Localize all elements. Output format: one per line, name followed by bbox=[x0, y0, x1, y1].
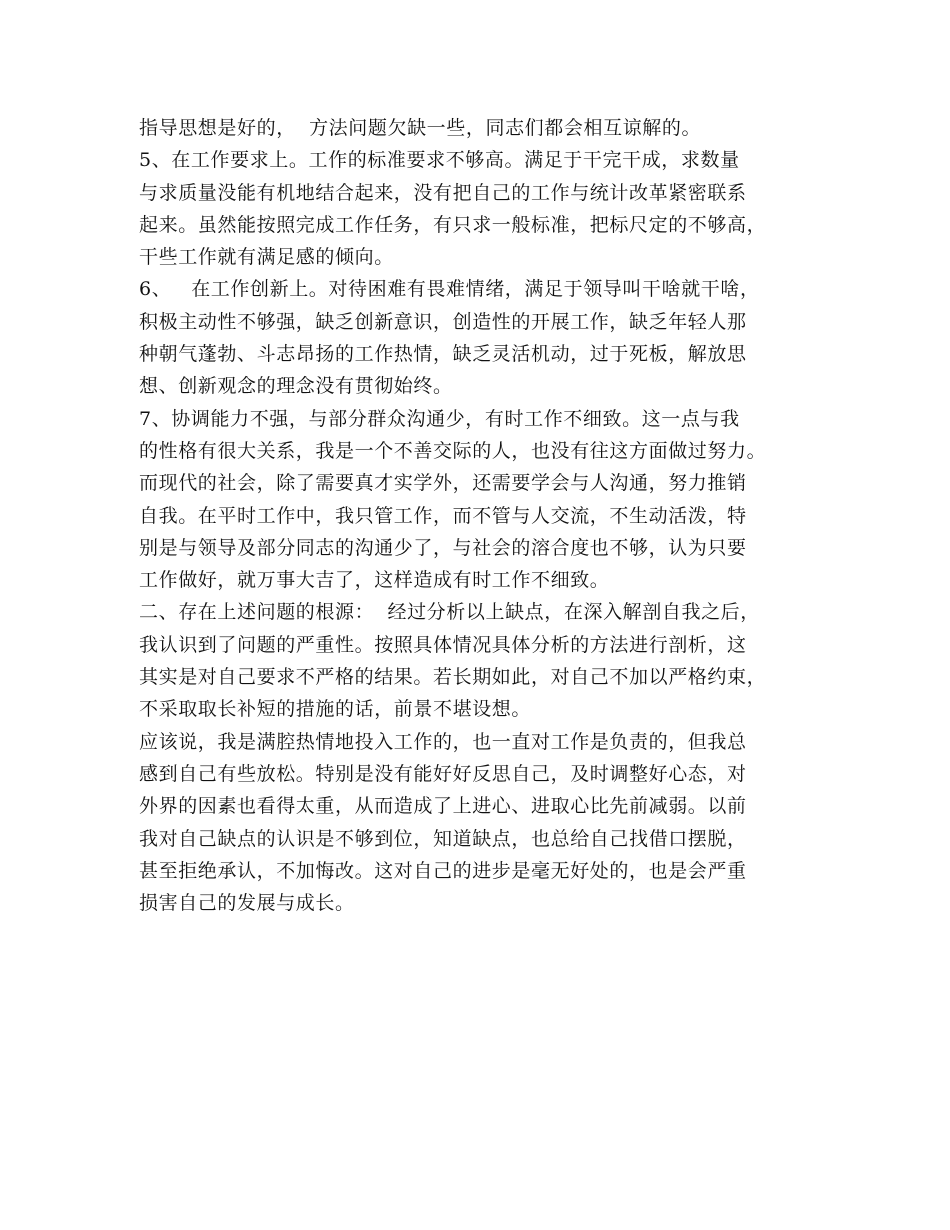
text-line: 起来。虽然能按照完成工作任务，有只求一般标准，把标尺定的不够高， bbox=[139, 213, 767, 236]
text-line: 不采取取长补短的措施的话，前景不堪设想。 bbox=[139, 698, 532, 721]
text-line: 二、存在上述问题的根源： 经过分析以上缺点，在深入解剖自我之后， bbox=[139, 601, 760, 624]
text-line: 积极主动性不够强，缺乏创新意识，创造性的开展工作，缺乏年轻人那 bbox=[139, 310, 747, 333]
text-line: 5、在工作要求上。工作的标准要求不够高。满足于干完干成，求数量 bbox=[139, 149, 740, 172]
text-line: 工作做好，就万事大吉了，这样造成有时工作不细致。 bbox=[139, 569, 610, 592]
text-line: 甚至拒绝承认，不加悔改。这对自己的进步是毫无好处的，也是会严重 bbox=[139, 859, 747, 882]
text-line: 自我。在平时工作中，我只管工作，而不管与人交流，不生动活泼，特 bbox=[139, 504, 747, 527]
text-line: 干些工作就有满足感的倾向。 bbox=[139, 246, 394, 269]
text-line: 而现代的社会，除了需要真才实学外，还需要学会与人沟通，努力推销 bbox=[139, 472, 747, 495]
text-line: 指导思想是好的， 方法问题欠缺一些，同志们都会相互谅解的。 bbox=[139, 117, 702, 139]
text-line: 种朝气蓬勃、斗志昂扬的工作热情，缺乏灵活机动，过于死板，解放思 bbox=[139, 343, 747, 366]
text-line: 我对自己缺点的认识是不够到位，知道缺点，也总给自己找借口摆脱， bbox=[139, 827, 747, 850]
text-line: 想、创新观念的理念没有贯彻始终。 bbox=[139, 375, 453, 398]
text-line: 别是与领导及部分同志的沟通少了，与社会的溶合度也不够，认为只要 bbox=[139, 536, 747, 559]
text-line: 损害自己的发展与成长。 bbox=[139, 892, 355, 915]
text-line: 7、协调能力不强，与部分群众沟通少，有时工作不细致。这一点与我 bbox=[139, 407, 740, 430]
text-line: 外界的因素也看得太重，从而造成了上进心、进取心比先前减弱。以前 bbox=[139, 795, 747, 818]
text-line: 感到自己有些放松。特别是没有能好好反思自己，及时调整好心态，对 bbox=[139, 762, 747, 785]
document-body bbox=[139, 112, 839, 919]
text-line: 6、 在工作创新上。对待困难有畏难情绪，满足于领导叫干啥就干啥， bbox=[139, 278, 760, 301]
text-line: 应该说，我是满腔热情地投入工作的，也一直对工作是负责的，但我总 bbox=[139, 730, 747, 753]
text-line: 我认识到了问题的严重性。按照具体情况具体分析的方法进行剖析，这 bbox=[139, 633, 747, 656]
text-line: 与求质量没能有机地结合起来，没有把自己的工作与统计改革紧密联系 bbox=[139, 181, 747, 204]
text-line: 的性格有很大关系，我是一个不善交际的人，也没有往这方面做过努力。 bbox=[139, 439, 767, 462]
text-line: 其实是对自己要求不严格的结果。若长期如此，对自己不加以严格约束， bbox=[139, 666, 767, 689]
